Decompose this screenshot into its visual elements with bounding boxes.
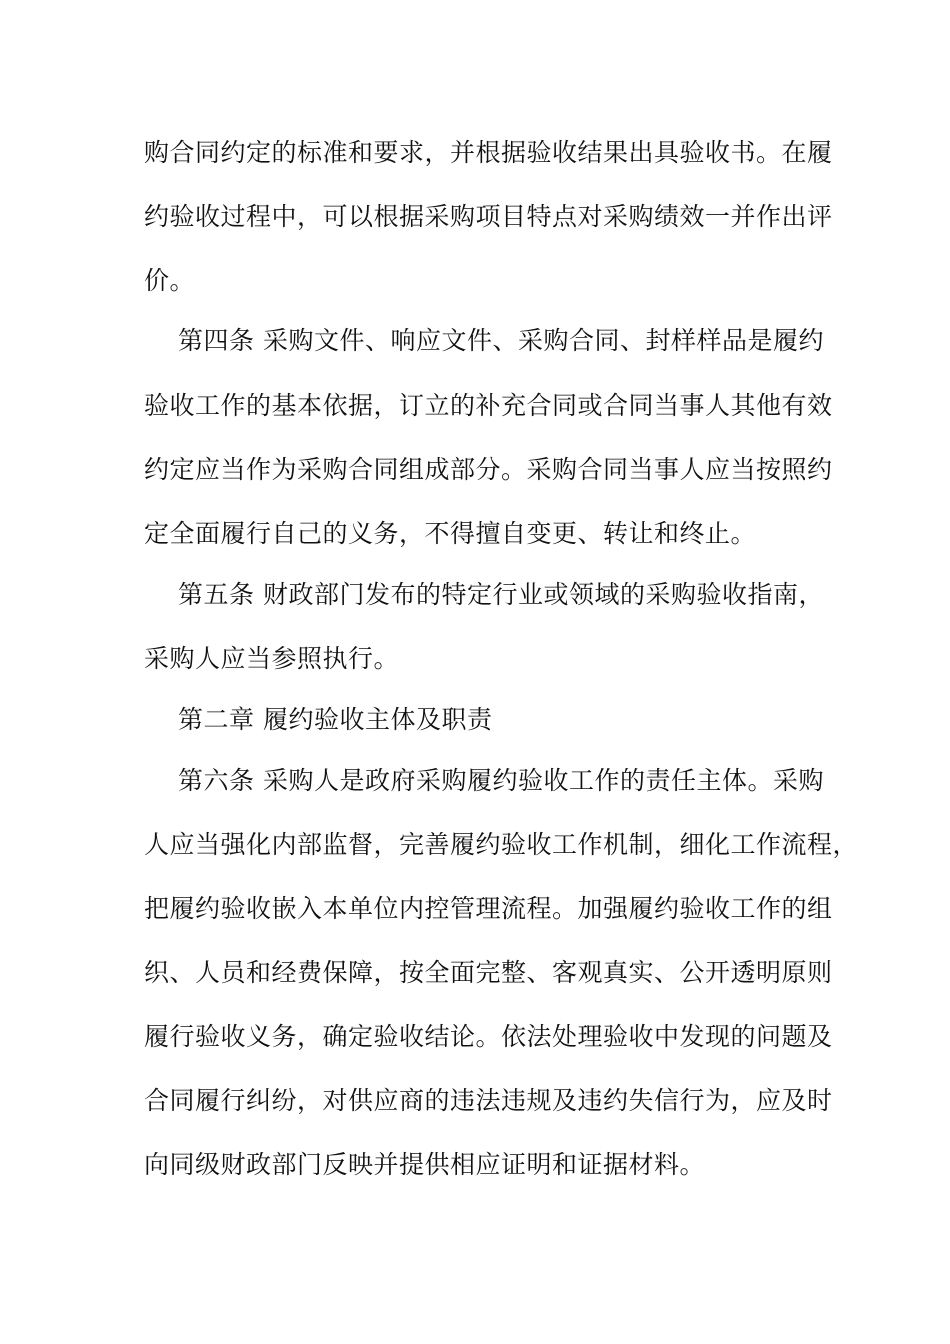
text-line: 向同级财政部门反映并提供相应证明和证据材料。 [144, 1150, 706, 1179]
text-line: 合同履行纠纷，对供应商的违法违规及违约失信行为，应及时 [144, 1086, 833, 1115]
text-line: 织、人员和经费保障，按全面完整、客观真实、公开透明原则 [144, 958, 833, 987]
article-heading-line: 第四条 采购文件、响应文件、采购合同、封样样品是履约 [178, 326, 824, 355]
text-line: 价。 [144, 266, 196, 295]
text-line: 验收工作的基本依据，订立的补充合同或合同当事人其他有效 [144, 391, 833, 420]
text-line: 约验收过程中，可以根据采购项目特点对采购绩效一并作出评 [144, 202, 833, 231]
text-line: 把履约验收嵌入本单位内控管理流程。加强履约验收工作的组 [144, 894, 833, 923]
text-line: 购合同约定的标准和要求，并根据验收结果出具验收书。在履 [144, 138, 833, 167]
article-heading-line: 第六条 采购人是政府采购履约验收工作的责任主体。采购 [178, 766, 824, 795]
text-line: 履行验收义务，确定验收结论。依法处理验收中发现的问题及 [144, 1022, 833, 1051]
text-line: 人应当强化内部监督，完善履约验收工作机制，细化工作流程， [144, 830, 859, 859]
chapter-heading: 第二章 履约验收主体及职责 [178, 705, 493, 734]
text-line: 采购人应当参照执行。 [144, 644, 400, 673]
article-heading-line: 第五条 财政部门发布的特定行业或领域的采购验收指南， [178, 580, 824, 609]
text-line: 约定应当作为采购合同组成部分。采购合同当事人应当按照约 [144, 455, 833, 484]
text-line: 定全面履行自己的义务，不得擅自变更、转让和终止。 [144, 519, 757, 548]
